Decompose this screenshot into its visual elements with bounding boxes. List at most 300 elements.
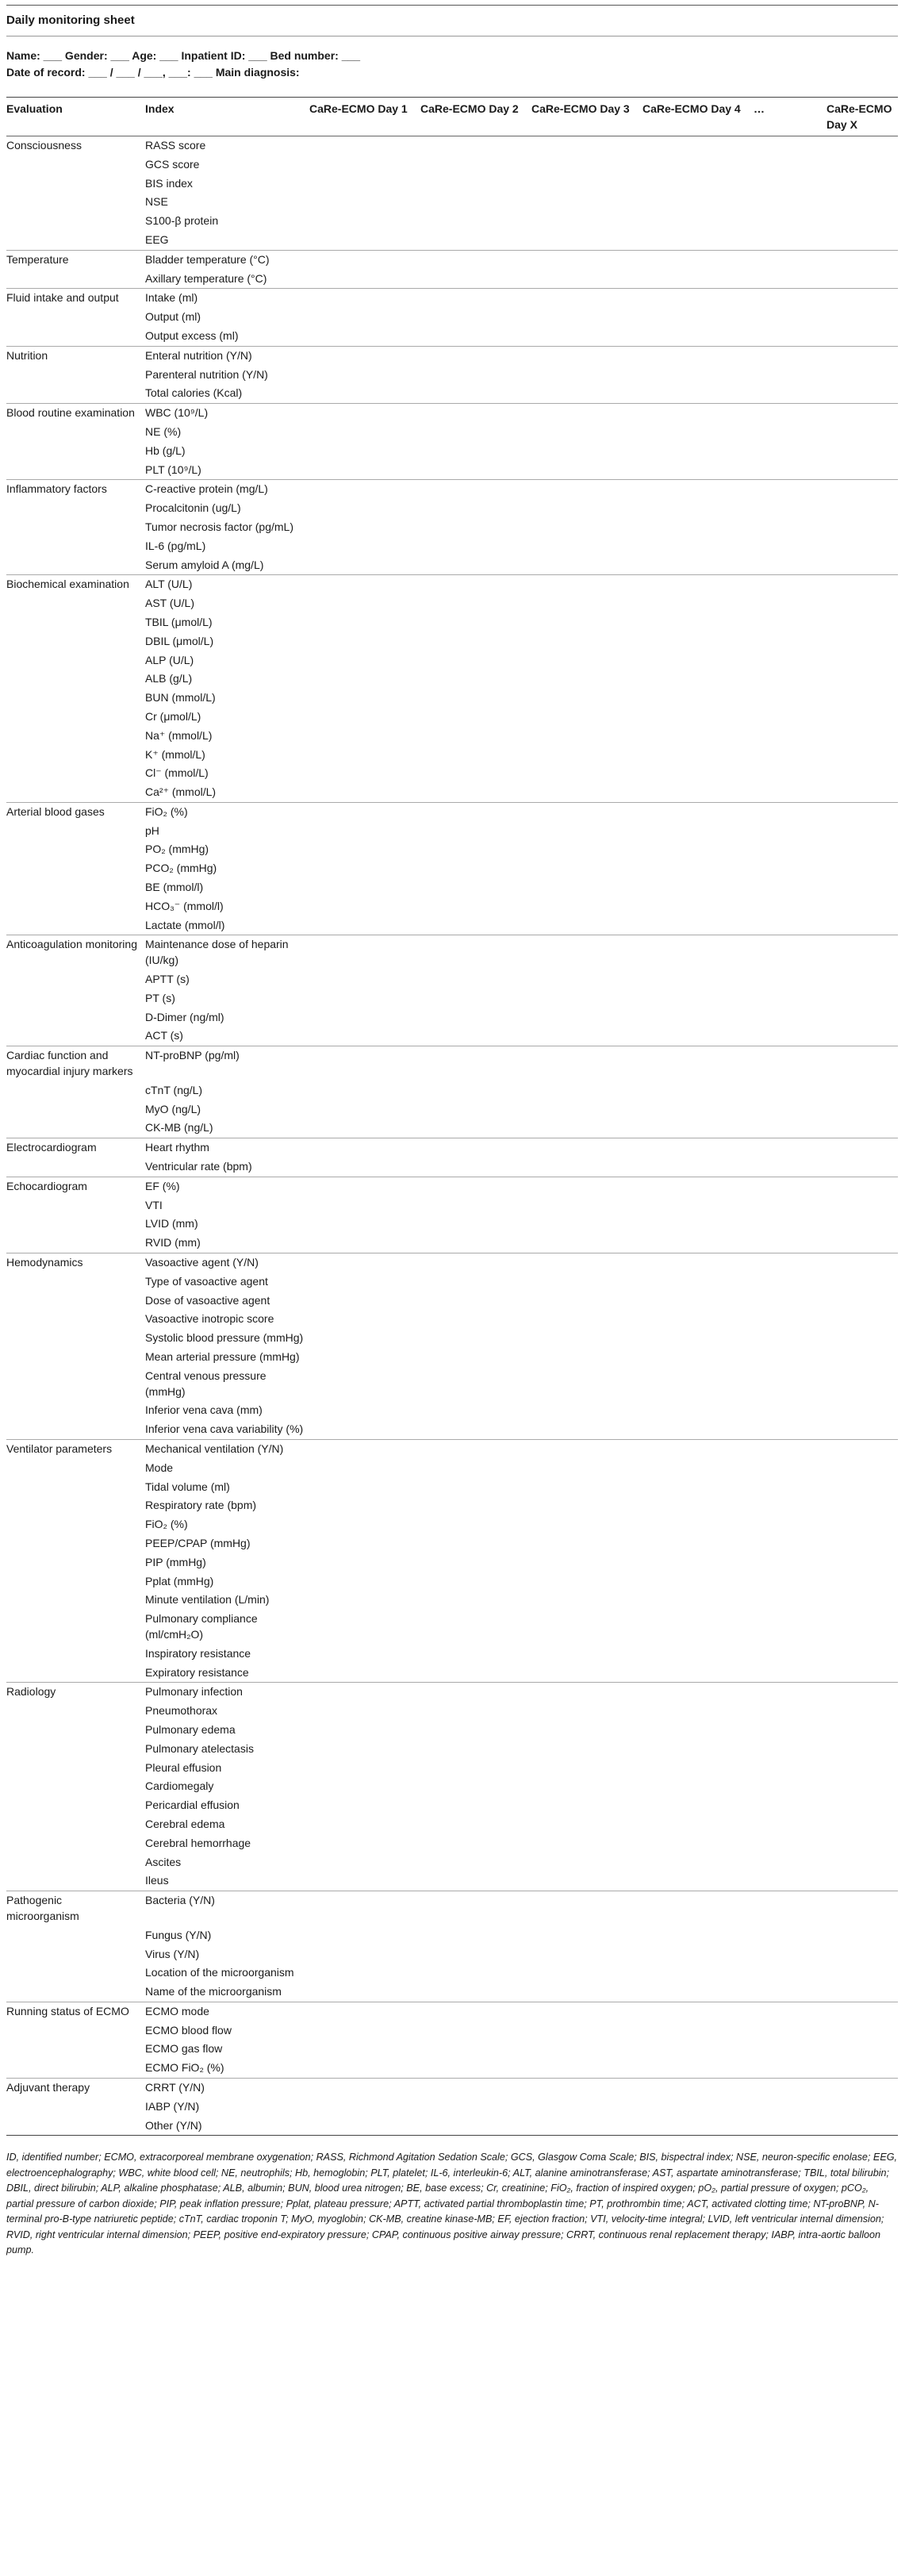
value-cell: [754, 366, 827, 385]
value-cell: [827, 1401, 898, 1420]
value-cell: [754, 670, 827, 689]
index-cell: Mechanical ventilation (Y/N): [145, 1439, 309, 1458]
header-day-1: CaRe-ECMO Day 1: [309, 98, 420, 136]
value-cell: [642, 423, 754, 442]
table-row: [6, 327, 898, 346]
index-cell: WBC (10⁹/L): [145, 404, 309, 423]
evaluation-cell: [6, 1834, 145, 1853]
value-cell: [309, 1478, 420, 1497]
value-cell: [309, 1459, 420, 1478]
value-cell: [827, 594, 898, 613]
value-cell: [309, 1215, 420, 1234]
table-row: [6, 1459, 898, 1478]
index-cell: ALT (U/L): [145, 575, 309, 594]
value-cell: [754, 1553, 827, 1572]
index-cell: Intake (ml): [145, 289, 309, 308]
value-cell: [642, 270, 754, 289]
table-row: [6, 802, 898, 821]
index-cell: ECMO gas flow: [145, 2042, 223, 2056]
evaluation-cell: [6, 1610, 145, 1645]
value-cell: [642, 1683, 754, 1702]
value-cell: [642, 1834, 754, 1853]
value-cell: [827, 1683, 898, 1702]
value-cell: [642, 289, 754, 308]
evaluation-cell: Pathogenic microorganism: [6, 1891, 145, 1926]
header-day-2: CaRe-ECMO Day 2: [420, 98, 531, 136]
table-row: [6, 1420, 898, 1439]
value-cell: [309, 1964, 420, 1983]
table-row: [6, 346, 898, 365]
index-cell: ALB (g/L): [145, 672, 193, 685]
value-cell: [309, 1834, 420, 1853]
table-row: [6, 1027, 898, 1046]
table-row: [6, 404, 898, 423]
value-cell: [754, 1891, 827, 1926]
value-cell: [827, 935, 898, 970]
value-cell: [531, 1553, 642, 1572]
value-cell: [827, 1196, 898, 1215]
index-cell: cTnT (ng/L): [145, 1083, 203, 1096]
value-cell: [420, 518, 531, 537]
index-cell: BUN (mmol/L): [145, 691, 216, 704]
value-cell: [827, 1664, 898, 1683]
value-cell: [531, 250, 642, 269]
value-cell: [309, 916, 420, 935]
value-cell: [827, 764, 898, 783]
value-cell: [531, 270, 642, 289]
value-cell: [754, 651, 827, 670]
value-cell: [642, 2040, 754, 2059]
value-cell: [642, 1796, 754, 1815]
value-cell: [420, 1310, 531, 1329]
index-cell: Name of the microorganism: [145, 1985, 282, 1998]
value-cell: [642, 783, 754, 802]
evaluation-cell: [6, 594, 145, 613]
value-cell: [309, 1853, 420, 1872]
value-cell: [754, 1310, 827, 1329]
value-cell: [420, 1273, 531, 1292]
value-cell: [420, 1008, 531, 1027]
value-cell: [642, 346, 754, 365]
evaluation-cell: [6, 859, 145, 878]
value-cell: [420, 270, 531, 289]
value-cell: [827, 1367, 898, 1402]
value-cell: [420, 1983, 531, 2002]
value-cell: [531, 2098, 642, 2117]
value-cell: [754, 1815, 827, 1834]
table-row: [6, 2098, 898, 2117]
value-cell: [420, 193, 531, 212]
value-cell: [827, 1553, 898, 1572]
value-cell: [309, 1310, 420, 1329]
value-cell: [309, 1815, 420, 1834]
evaluation-cell: [6, 1215, 145, 1234]
index-cell: K⁺ (mmol/L): [145, 747, 205, 761]
index-cell: FiO₂ (%): [145, 1518, 188, 1531]
evaluation-cell: [6, 212, 145, 231]
value-cell: [827, 442, 898, 461]
index-cell: PLT (10⁹/L): [145, 463, 201, 476]
evaluation-cell: [6, 1983, 145, 2002]
value-cell: [309, 746, 420, 765]
value-cell: [420, 1664, 531, 1683]
value-cell: [754, 878, 827, 897]
value-cell: [531, 1100, 642, 1119]
value-cell: [420, 1439, 531, 1458]
table-row: [6, 384, 898, 403]
value-cell: [531, 1853, 642, 1872]
evaluation-cell: [6, 1292, 145, 1311]
table-row: [6, 1401, 898, 1420]
index-cell: Output (ml): [145, 310, 201, 324]
value-cell: [754, 1610, 827, 1645]
evaluation-cell: [6, 1777, 145, 1796]
value-cell: [642, 2059, 754, 2078]
value-cell: [827, 1329, 898, 1348]
value-cell: [827, 1253, 898, 1273]
value-cell: [642, 1401, 754, 1420]
evaluation-cell: [6, 897, 145, 916]
value-cell: [827, 1177, 898, 1196]
value-cell: [420, 1401, 531, 1420]
index-cell: Tumor necrosis factor (pg/mL): [145, 520, 293, 533]
value-cell: [827, 708, 898, 727]
value-cell: [827, 1702, 898, 1721]
value-cell: [642, 250, 754, 269]
value-cell: [309, 1572, 420, 1591]
value-cell: [642, 970, 754, 989]
value-cell: [642, 136, 754, 155]
value-cell: [642, 1157, 754, 1177]
value-cell: [309, 1926, 420, 1945]
value-cell: [642, 1702, 754, 1721]
value-cell: [309, 1610, 420, 1645]
value-cell: [420, 2059, 531, 2078]
value-cell: [309, 1273, 420, 1292]
value-cell: [420, 480, 531, 499]
evaluation-cell: [6, 499, 145, 518]
value-cell: [827, 1759, 898, 1778]
value-cell: [531, 1439, 642, 1458]
value-cell: [309, 1759, 420, 1778]
table-row: [6, 1478, 898, 1497]
value-cell: [420, 2117, 531, 2136]
value-cell: [642, 327, 754, 346]
value-cell: [309, 1534, 420, 1553]
table-row: [6, 1253, 898, 1273]
value-cell: [754, 1740, 827, 1759]
value-cell: [531, 1496, 642, 1515]
value-cell: [754, 1721, 827, 1740]
value-cell: [420, 327, 531, 346]
evaluation-cell: [6, 1664, 145, 1683]
value-cell: [827, 231, 898, 250]
evaluation-cell: [6, 537, 145, 556]
value-cell: [309, 250, 420, 269]
evaluation-cell: [6, 1401, 145, 1420]
evaluation-cell: [6, 308, 145, 327]
value-cell: [642, 802, 754, 821]
value-cell: [531, 878, 642, 897]
value-cell: [642, 575, 754, 594]
value-cell: [420, 764, 531, 783]
value-cell: [309, 689, 420, 708]
value-cell: [827, 1459, 898, 1478]
value-cell: [309, 822, 420, 841]
value-cell: [642, 1478, 754, 1497]
index-cell: C-reactive protein (mg/L): [145, 480, 309, 499]
table-row: [6, 1983, 898, 2002]
value-cell: [309, 1348, 420, 1367]
value-cell: [642, 1177, 754, 1196]
value-cell: [420, 1815, 531, 1834]
index-cell: Inferior vena cava (mm): [145, 1403, 263, 1417]
index-cell: pH: [145, 823, 159, 837]
value-cell: [827, 404, 898, 423]
evaluation-cell: [6, 708, 145, 727]
table-row: [6, 518, 898, 537]
table-row: [6, 1702, 898, 1721]
value-cell: [642, 822, 754, 841]
value-cell: [420, 989, 531, 1008]
value-cell: [531, 1215, 642, 1234]
value-cell: [309, 989, 420, 1008]
value-cell: [754, 689, 827, 708]
value-cell: [754, 1872, 827, 1891]
header-index: Index: [145, 98, 309, 136]
value-cell: [531, 327, 642, 346]
value-cell: [309, 1721, 420, 1740]
value-cell: [642, 442, 754, 461]
index-cell: LVID (mm): [145, 1217, 198, 1230]
index-cell: Pericardial effusion: [145, 1799, 240, 1812]
value-cell: [827, 1138, 898, 1157]
value-cell: [531, 822, 642, 841]
value-cell: [642, 897, 754, 916]
value-cell: [309, 2002, 420, 2021]
value-cell: [420, 556, 531, 575]
value-cell: [309, 1234, 420, 1253]
evaluation-cell: [6, 1273, 145, 1292]
value-cell: [420, 136, 531, 155]
value-cell: [754, 1439, 827, 1458]
value-cell: [827, 1853, 898, 1872]
value-cell: [754, 1273, 827, 1292]
value-cell: [827, 1273, 898, 1292]
table-row: [6, 1683, 898, 1702]
index-cell: IABP (Y/N): [145, 2099, 200, 2113]
index-cell: Tidal volume (ml): [145, 1480, 230, 1493]
sheet-title: Daily monitoring sheet: [6, 13, 135, 27]
value-cell: [531, 1945, 642, 1964]
value-cell: [420, 308, 531, 327]
value-cell: [642, 1496, 754, 1515]
table-row: [6, 822, 898, 841]
value-cell: [754, 231, 827, 250]
value-cell: [531, 1759, 642, 1778]
value-cell: [309, 1496, 420, 1515]
value-cell: [754, 1664, 827, 1683]
value-cell: [827, 1046, 898, 1081]
index-cell: RASS score: [145, 139, 206, 152]
table-row: [6, 1367, 898, 1402]
value-cell: [754, 575, 827, 594]
table-row: [6, 1081, 898, 1100]
value-cell: [531, 1177, 642, 1196]
value-cell: [642, 1046, 754, 1081]
value-cell: [754, 1572, 827, 1591]
value-cell: [420, 250, 531, 269]
index-cell: Lactate (mmol/l): [145, 918, 225, 931]
value-cell: [642, 384, 754, 403]
value-cell: [827, 575, 898, 594]
value-cell: [309, 1439, 420, 1458]
value-cell: [754, 2098, 827, 2117]
index-cell: Mean arterial pressure (mmHg): [145, 1350, 300, 1363]
value-cell: [827, 1478, 898, 1497]
value-cell: [827, 2040, 898, 2059]
table-row: [6, 1496, 898, 1515]
value-cell: [754, 346, 827, 365]
value-cell: [531, 575, 642, 594]
table-row: [6, 1177, 898, 1196]
value-cell: [309, 840, 420, 859]
value-cell: [642, 1964, 754, 1983]
value-cell: [827, 989, 898, 1008]
evaluation-cell: [6, 1081, 145, 1100]
value-cell: [827, 1119, 898, 1138]
value-cell: [309, 327, 420, 346]
value-cell: [642, 1534, 754, 1553]
value-cell: [642, 1721, 754, 1740]
value-cell: [642, 1100, 754, 1119]
value-cell: [309, 499, 420, 518]
value-cell: [827, 1740, 898, 1759]
value-cell: [754, 783, 827, 802]
value-cell: [827, 916, 898, 935]
value-cell: [754, 1367, 827, 1402]
value-cell: [754, 916, 827, 935]
value-cell: [420, 613, 531, 632]
value-cell: [309, 270, 420, 289]
value-cell: [531, 708, 642, 727]
value-cell: [754, 2059, 827, 2078]
evaluation-cell: [6, 1534, 145, 1553]
value-cell: [309, 366, 420, 385]
value-cell: [642, 175, 754, 194]
value-cell: [827, 970, 898, 989]
value-cell: [754, 1027, 827, 1046]
index-cell: Cerebral hemorrhage: [145, 1836, 251, 1849]
value-cell: [642, 1459, 754, 1478]
evaluation-cell: [6, 556, 145, 575]
value-cell: [420, 1683, 531, 1702]
value-cell: [309, 346, 420, 365]
value-cell: [309, 764, 420, 783]
value-cell: [827, 175, 898, 194]
index-cell: Systolic blood pressure (mmHg): [145, 1331, 304, 1345]
table-row: [6, 2059, 898, 2078]
value-cell: [531, 2117, 642, 2136]
index-cell: Vasoactive agent (Y/N): [145, 1253, 309, 1273]
value-cell: [420, 423, 531, 442]
table-row: [6, 366, 898, 385]
index-cell: PEEP/CPAP (mmHg): [145, 1536, 251, 1549]
value-cell: [827, 632, 898, 651]
value-cell: [309, 1683, 420, 1702]
value-cell: [642, 1815, 754, 1834]
value-cell: [827, 518, 898, 537]
value-cell: [754, 1759, 827, 1778]
index-cell: Cerebral edema: [145, 1817, 225, 1830]
value-cell: [309, 308, 420, 327]
value-cell: [754, 1796, 827, 1815]
table-row: [6, 1534, 898, 1553]
value-cell: [309, 1027, 420, 1046]
value-cell: [754, 1964, 827, 1983]
value-cell: [309, 613, 420, 632]
table-row: [6, 270, 898, 289]
value-cell: [531, 308, 642, 327]
value-cell: [642, 1891, 754, 1926]
value-cell: [309, 442, 420, 461]
value-cell: [531, 1740, 642, 1759]
value-cell: [309, 136, 420, 155]
value-cell: [531, 537, 642, 556]
index-cell: Cardiomegaly: [145, 1779, 214, 1793]
index-cell: Ca²⁺ (mmol/L): [145, 785, 217, 799]
value-cell: [420, 1196, 531, 1215]
value-cell: [531, 970, 642, 989]
value-cell: [754, 1046, 827, 1081]
value-cell: [531, 2002, 642, 2021]
header-evaluation: Evaluation: [6, 98, 145, 136]
value-cell: [309, 1645, 420, 1664]
value-cell: [531, 193, 642, 212]
value-cell: [420, 1945, 531, 1964]
table-row: [6, 897, 898, 916]
value-cell: [531, 1572, 642, 1591]
value-cell: [309, 708, 420, 727]
value-cell: [420, 1759, 531, 1778]
document-page: [0, 5, 909, 2576]
value-cell: [420, 1872, 531, 1891]
value-cell: [642, 2079, 754, 2098]
value-cell: [642, 1420, 754, 1439]
evaluation-cell: [6, 1740, 145, 1759]
value-cell: [420, 499, 531, 518]
evaluation-cell: [6, 1926, 145, 1945]
value-cell: [309, 594, 420, 613]
value-cell: [827, 384, 898, 403]
table-row: [6, 764, 898, 783]
evaluation-cell: Nutrition: [6, 346, 145, 365]
value-cell: [309, 1046, 420, 1081]
index-cell: Mode: [145, 1461, 174, 1474]
value-cell: [827, 1234, 898, 1253]
index-cell: Pulmonary edema: [145, 1722, 236, 1736]
value-cell: [827, 1610, 898, 1645]
value-cell: [827, 1983, 898, 2002]
value-cell: [531, 1891, 642, 1926]
value-cell: [642, 231, 754, 250]
value-cell: [754, 613, 827, 632]
evaluation-cell: [6, 764, 145, 783]
value-cell: [754, 461, 827, 480]
index-cell: Parenteral nutrition (Y/N): [145, 367, 268, 381]
index-cell: HCO₃⁻ (mmol/l): [145, 899, 224, 912]
value-cell: [420, 1177, 531, 1196]
